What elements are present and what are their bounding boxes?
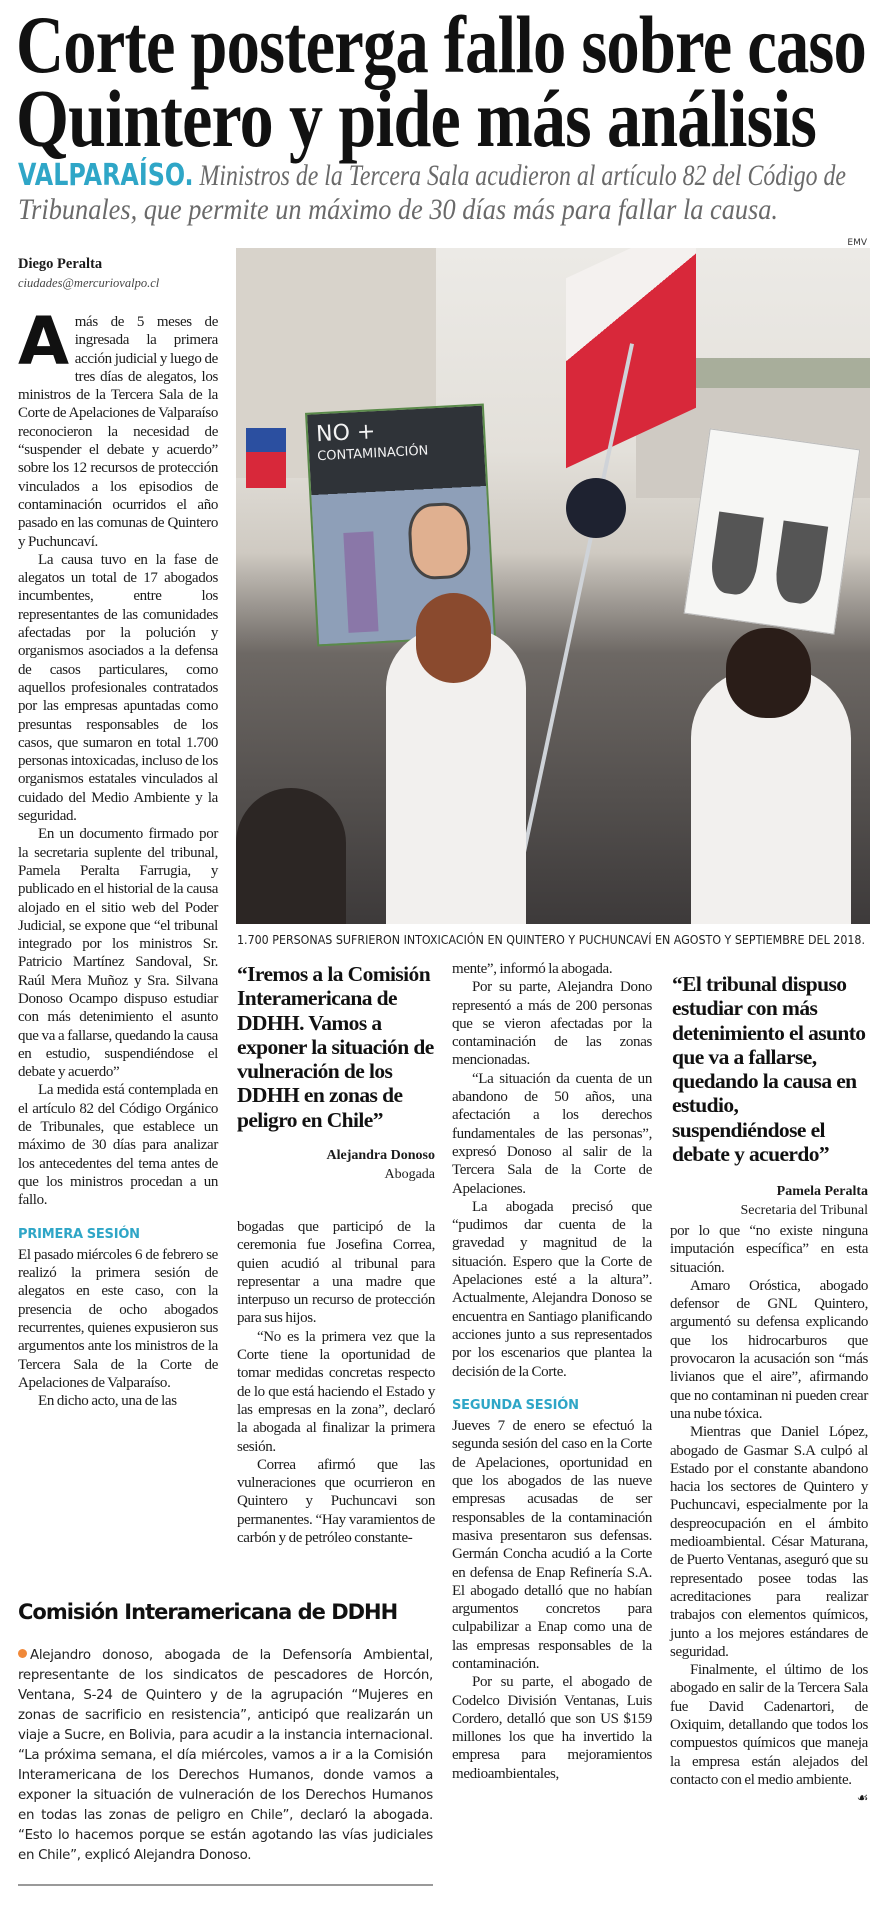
sign-smokestack <box>343 531 378 632</box>
paragraph: Jueves 7 de enero se efectuó la segunda sesión del caso en la Corte de Apelaciones, oportunidad en que los abogados de las nueve empresas acusadas de ser responsables de la contaminación masiva presentaron sus defensas. Germán Concha acudió a la Corte en defensa de Enap Refinería S.A. El abogado detalló que no habían argumentos concretos para culpabilizar a Enap como una de las empresas responsables de la contaminación. <box>452 1418 652 1672</box>
subhead-segunda-sesion: SEGUNDA SESIÓN <box>452 1397 579 1413</box>
quote-author-role: Abogada <box>384 1167 435 1183</box>
photo-credit: EMV <box>847 238 867 248</box>
paragraph: bogadas que participó de la ceremonia fue Josefina Correa, quien acudió al tribunal para representar a una madre que interpuso un recurso de protección para sus hijos. <box>237 1219 435 1327</box>
column-4 <box>670 1222 868 1808</box>
quote-author: Alejandra Donoso <box>326 1148 435 1164</box>
paragraph: “No es la primera vez que la Corte tiene la oportunidad de tomar medidas concretas respecto de lo que está haciendo el Estado y las empresas en la zona”, declaró la abogada al finalizar la primera sesión. <box>237 1328 435 1455</box>
byline-email[interactable]: ciudades@mercuriovalpo.cl <box>18 276 160 290</box>
end-mark-icon: ☙ <box>856 1790 868 1806</box>
headline-line-1: Corte posterga fallo sobre caso <box>16 0 866 90</box>
column-2 <box>237 1218 435 1547</box>
drop-cap: A <box>18 303 69 380</box>
pull-quote-text: “Iremos a la Comisión Interamericana de DDHH. Vamos a exponer la situación de vulneración de los DDHH en zonas de peligro en Chile” <box>237 962 434 1132</box>
byline-author: Diego Peralta <box>18 256 103 272</box>
headline <box>16 0 879 164</box>
sign-text-2: CONTAMINACIÓN <box>316 443 429 465</box>
sign-lung-left <box>708 511 764 596</box>
paragraph: La causa tuvo en la fase de alegatos un total de 17 abogados incumbentes, entre los representantes de las comunidades afectadas por la polución y organismos asociados a la defensa de casos particulares, como aquellos profesionales contratados por las empresas apuntadas como presuntas responsables de los casos, que sumaron en total 1.700 personas intoxicadas, incluso de los organismos estatales vinculados al cuidado del Medio Ambiente y la seguridad. <box>18 551 218 825</box>
box-text: Alejandro donoso, abogada de la Defensoría Ambiental, representante de los sindicatos de pescadores de Horcón, Ventana, S-24 de Quintero y de la agrupación “Mujeres en zonas de sacrificio en resistencia”, anticipó que realizarán un viaje a Sucre, en Bolivia, para acudir a la instancia internacional. “La próxima semana, el día miércoles, vamos a ir a la Comisión Interamericana de los Derechos Humanos, donde vamos a exponer la situación de vulneración de los Derechos Humanos en todas las zonas de peligro en Chile”, declaró la abogada. “Esto lo hacemos porque se están agotando las vías judiciales en Chile”, explicó Alejandra Donoso. <box>18 1648 433 1863</box>
deck <box>18 160 879 226</box>
paragraph: “La situación da cuenta de un abandono de 50 años, una afectación a los derechos fundamentales de las personas”, expresó Donoso al salir de la Tercera Sala de la Corte de Apelaciones. <box>452 1070 652 1197</box>
photo-foreground-head <box>236 788 346 924</box>
box-body <box>18 1646 433 1866</box>
paragraph: por lo que “no existe ninguna imputación específica” en esta situación. <box>670 1223 868 1276</box>
paragraph: mente”, informó la abogada. <box>452 961 613 977</box>
box-divider <box>18 1884 433 1886</box>
paragraph: En dicho acto, una de las <box>38 1393 177 1410</box>
headline-line-2: Quintero y pide más análisis <box>16 73 816 164</box>
paragraph: Por su parte, el abogado de Codelco División Ventanas, Luis Cordero, detalló que son US $159 millones los que ha invertido la empresa para mejoramientos medioambientales, <box>452 1674 652 1782</box>
column-1 <box>18 303 218 1411</box>
paragraph: La abogada precisó que “pudimos dar cuenta de la gravedad y magnitud de la situación. Espero que la Corte de Apelaciones esté a la altura”. Actualmente, Alejandra Donoso se encuentra en Santiago planificando acciones junto a sus representados por los escenarios que plantea la decisión de la Corte. <box>452 1198 652 1380</box>
box-title: Comisión Interamericana de DDHH <box>18 1600 398 1624</box>
sidebar-box <box>18 1600 433 1886</box>
column-3 <box>452 960 652 1783</box>
photo-student-2-hair <box>726 628 811 718</box>
dateline: VALPARAÍSO. <box>18 158 194 193</box>
paragraph: más de 5 meses de ingresada la primera acción judicial y luego de tres días de alegatos, los ministros de la Tercera Sala de la Corte de Apelaciones de Valparaíso reconocieron la necesidad de “suspender el debate y acuerdo” sobre los 12 recursos de protección vinculados a los episodios de contaminación ocurridos el año pasado en las comunas de Quintero y Puchuncaví. <box>18 314 218 550</box>
sign-lung-right <box>773 521 829 606</box>
paragraph: El pasado miércoles 6 de febrero se realizó la primera sesión de alegatos en este caso, con la presencia de ocho abogados recurrentes, quienes expusieron sus argumentos ante los ministros de la Tercera Sala de la Corte de Apelaciones de Valparaíso. <box>18 1246 218 1391</box>
paragraph: Amaro Oróstica, abogado defensor de GNL Quintero, argumentó su defensa explicando que los hidrocarburos que provocaron la acusación son “más livianos que el aire”, afirmando que no contaminan ni pueden crear una nube tóxica. <box>670 1277 868 1422</box>
photo-caption: 1.700 PERSONAS SUFRIERON INTOXICACIÓN EN QUINTERO Y PUCHUNCAVÍ EN AGOSTO Y SEPTIEMBRE DEL 2018. <box>237 933 865 947</box>
paragraph: En un documento firmado por la secretaria suplente del tribunal, Pamela Peralta Farrugia, y publicado en el historial de la causa alojado en el sitio web del Poder Judicial, se expone que “el tribunal integrado por los ministros Sr. Patricio Martínez Sandoval, Sr. Raúl Mera Muñoz y Sra. Silvana Donoso Ocampo dispuso estudiar con más detenimiento el asunto que va a fallarse, quedando la causa en estudio, suspendiéndose el debate y acuerdo” <box>18 826 218 1081</box>
paragraph: Mientras que Daniel López, abogado de Gasmar S.A culpó al Estado por el constante abandono hacia los sectores de Quintero y Puchuncavi, especialmente por la despreocupación en el ámbito medioambiental. César Maturana, de Puerto Ventanas, aseguró que su representado posee todas las acreditaciones para realizar trabajos con elementos químicos, junto a los mejores estándares de seguridad. <box>670 1424 868 1660</box>
sign-text-1: NO + <box>315 419 376 448</box>
paragraph: Por su parte, Alejandra Dono representó a más de 200 personas que se vieron afectadas por la contaminación de las zonas mencionadas. <box>452 979 652 1069</box>
pull-quote-1 <box>237 962 435 1184</box>
pull-quote-2 <box>672 972 868 1220</box>
quote-author-role: Secretaria del Tribunal <box>740 1203 868 1219</box>
photo-chile-flag <box>246 428 286 488</box>
bullet-icon <box>18 1649 27 1658</box>
paragraph: Finalmente, el último de los abogado en salir de la Tercera Sala fue David Cadenartori, de Oxiquim, detallando que todos los compuestos químicos que maneja la empresa están alejados del contacto con el medio ambiente. ☙ <box>670 1661 868 1789</box>
photo-balloon <box>566 478 626 538</box>
quote-author: Pamela Peralta <box>776 1184 868 1200</box>
deck-line-1: VALPARAÍSO. Ministros de la Tercera Sala acudieron al artículo 82 del Código de <box>18 158 846 193</box>
pull-quote-text: “El tribunal dispuso estudiar con más detenimiento el asunto que va a fallarse, quedando la causa en estudio, suspendiéndose el debate y acuerdo” <box>672 972 866 1167</box>
photo-lungs-sign <box>684 428 861 634</box>
subhead-primera-sesion: PRIMERA SESIÓN <box>18 1226 140 1242</box>
photo-student-1-hair <box>416 593 491 683</box>
protest-photo <box>236 248 870 924</box>
paragraph: Correa afirmó que las vulneraciones que ocurrieron en Quintero y Puchuncavi son permanentes. “Hay varamientos de carbón y de petróleo constante- <box>237 1456 435 1547</box>
paragraph: La medida está contemplada en el artículo 82 del Código Orgánico de Tribunales, que establece un máximo de 30 días para analizar los antecedentes del tema antes de que los ministros procedan a un fallo. <box>18 1082 218 1209</box>
sign-gasmask-figure <box>407 501 472 580</box>
deck-line-2: Tribunales, que permite un máximo de 30 días más para fallar la causa. <box>18 193 778 226</box>
